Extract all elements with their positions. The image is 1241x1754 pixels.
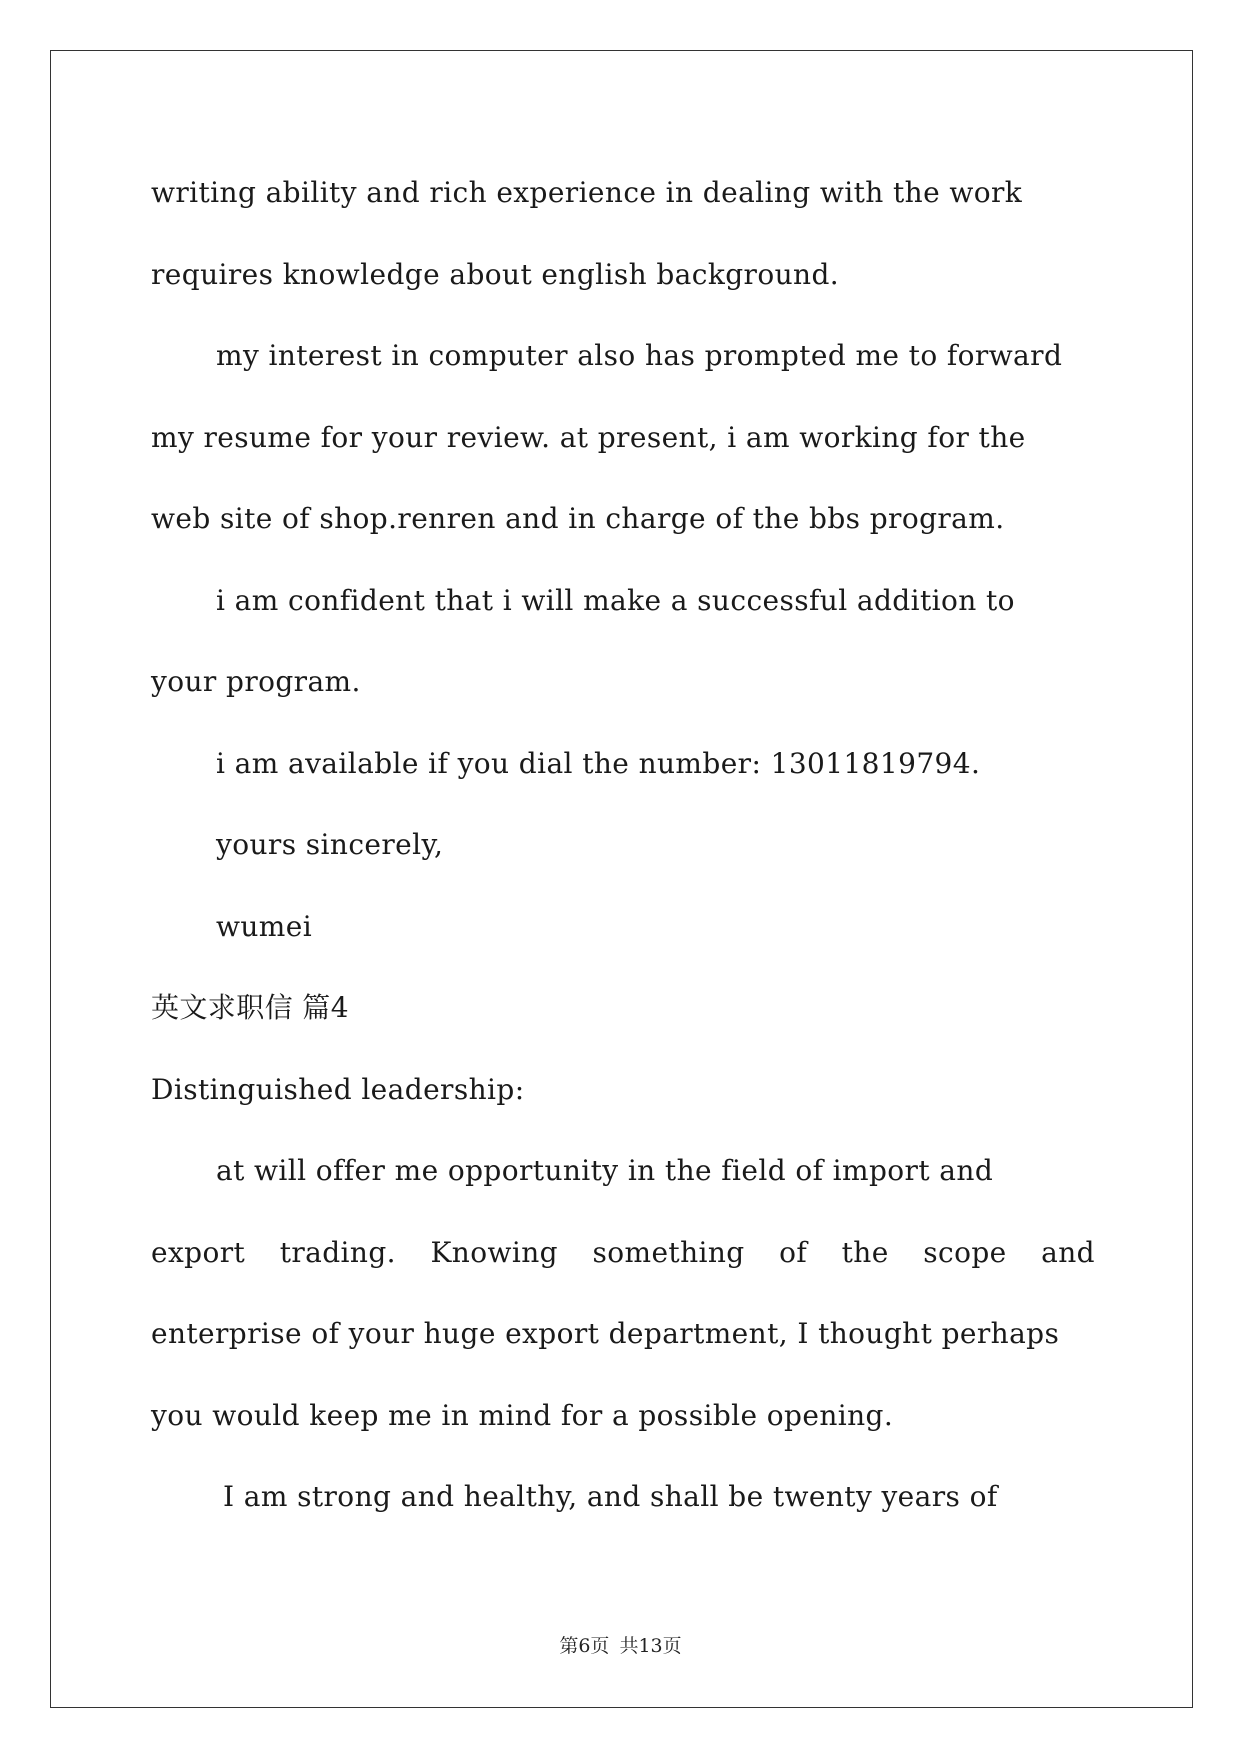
word: the bbox=[841, 1235, 889, 1269]
text-line: my resume for your review. at present, i am working for the bbox=[151, 420, 1026, 454]
word: and bbox=[1041, 1235, 1095, 1269]
text-line: web site of shop.renren and in charge of the bbs program. bbox=[151, 502, 1005, 535]
page-footer bbox=[0, 1631, 1241, 1658]
word: Knowing bbox=[430, 1235, 558, 1269]
text-line: requires knowledge about english background. bbox=[151, 257, 840, 291]
text-line: you would keep me in mind for a possible opening. bbox=[151, 1398, 894, 1432]
closing-line: yours sincerely, bbox=[216, 828, 444, 861]
page-total: 共13页 bbox=[619, 1635, 682, 1657]
word: scope bbox=[923, 1235, 1007, 1269]
word: of bbox=[779, 1235, 808, 1269]
text-line-justified bbox=[151, 1218, 1095, 1300]
word: something bbox=[592, 1235, 745, 1269]
page-number: 第6页 bbox=[559, 1635, 610, 1657]
text-line: enterprise of your huge export department, I thought perhaps bbox=[151, 1317, 1060, 1350]
document-body bbox=[151, 158, 1095, 1544]
text-line: i am available if you dial the number: 13011819794. bbox=[216, 746, 981, 780]
signature-line: wumei bbox=[216, 909, 313, 943]
text-line: your program. bbox=[151, 665, 361, 698]
section-heading: 英文求职信 篇4 bbox=[151, 991, 349, 1024]
word: export bbox=[151, 1235, 246, 1269]
word: trading. bbox=[279, 1235, 396, 1269]
text-line: writing ability and rich experience in dealing with the work bbox=[151, 176, 1023, 209]
salutation-line: Distinguished leadership: bbox=[151, 1072, 525, 1106]
text-line: my interest in computer also has prompted me to forward bbox=[216, 339, 1063, 372]
text-line: I am strong and healthy, and shall be twenty years of bbox=[223, 1480, 998, 1513]
text-line: at will offer me opportunity in the field of import and bbox=[216, 1154, 994, 1187]
text-line: i am confident that i will make a successful addition to bbox=[216, 583, 1015, 617]
